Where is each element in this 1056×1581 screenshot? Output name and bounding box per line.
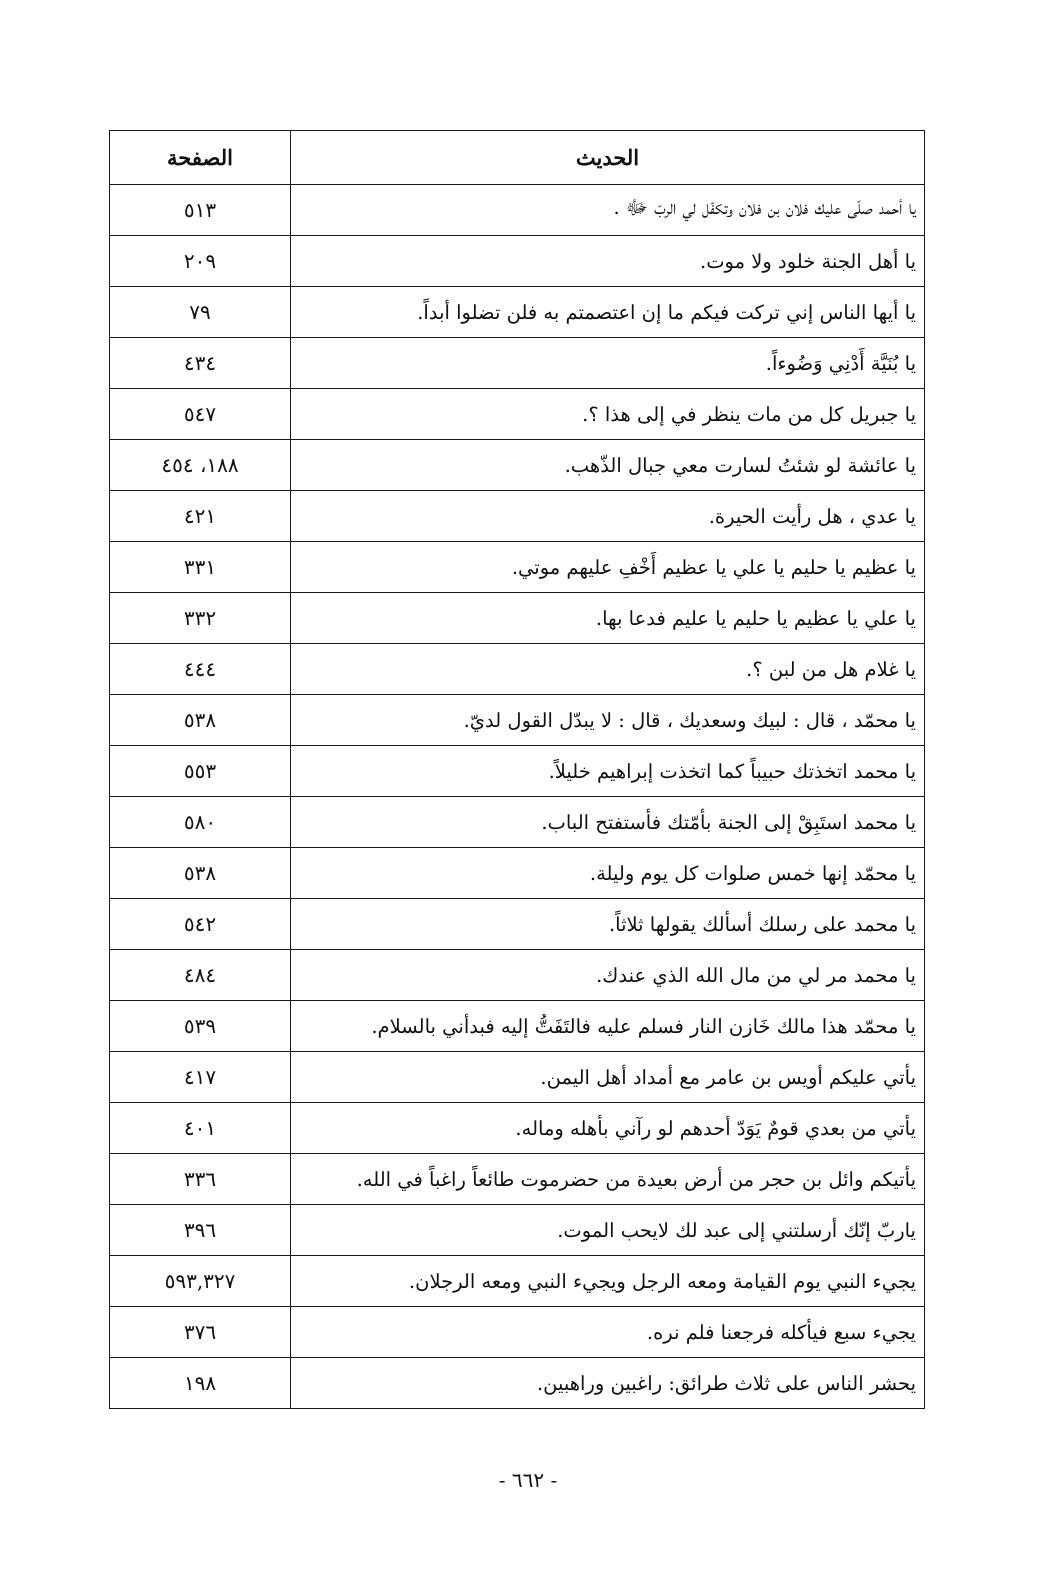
page-reference: ٤٨٤ [110, 950, 291, 1001]
table-row [110, 440, 925, 491]
page-reference: ٥٣٨ [110, 695, 291, 746]
page-reference: ١٨٨، ٤٥٤ [110, 440, 291, 491]
hadith-text: يا محمد اتخذتك حبيباً كما اتخذت إبراهيم خليلاً. [291, 746, 925, 797]
hadith-text: يأتي من بعدي قومٌ يَوَدّ أحدهم لو رآني بأهله وماله. [291, 1103, 925, 1154]
page-number: - ٦٦٢ - [498, 1468, 558, 1492]
hadith-index-table [109, 130, 925, 1409]
table-row [110, 746, 925, 797]
table-row [110, 950, 925, 1001]
table-row [110, 1103, 925, 1154]
page-reference: ٢٠٩ [110, 236, 291, 287]
hadith-text: يا أيها الناس إني تركت فيكم ما إن اعتصمتم به فلن تضلوا أبداً. [291, 287, 925, 338]
table-row [110, 1205, 925, 1256]
hadith-text: يا محمد استَبِقْ إلى الجنة بأمّتك فأستفتح الباب. [291, 797, 925, 848]
hadith-text: يا عدي ، هل رأيت الحيرة. [291, 491, 925, 542]
hadith-text: ياربّ إنّك أرسلتني إلى عبد لك لايحب الموت. [291, 1205, 925, 1256]
page-reference: ٣٧٦ [110, 1307, 291, 1358]
page-reference: ٣٩٦ [110, 1205, 291, 1256]
page-reference: ٤٣٤ [110, 338, 291, 389]
page-reference: ٥٤٢ [110, 899, 291, 950]
page-reference: ٥٨٠ [110, 797, 291, 848]
hadith-text: يا محمد مر لي من مال الله الذي عندك. [291, 950, 925, 1001]
hadith-text: يا عائشة لو شئتُ لسارت معي جبال الذّهب. [291, 440, 925, 491]
hadith-text: يجيء سبع فيأكله فرجعنا فلم نره. [291, 1307, 925, 1358]
table-row [110, 338, 925, 389]
hadith-text: يا غلام هل من لبن ؟. [291, 644, 925, 695]
hadith-text: يا علي يا عظيم يا حليم يا عليم فدعا بها. [291, 593, 925, 644]
page-reference: ١٩٨ [110, 1358, 291, 1409]
hadith-text: يا جبريل كل من مات ينظر في إلى هذا ؟. [291, 389, 925, 440]
page-reference: ٤٢١ [110, 491, 291, 542]
table-row [110, 491, 925, 542]
table-row [110, 644, 925, 695]
table-row [110, 1052, 925, 1103]
hadith-text: يحشر الناس على ثلاث طرائق: راغبين وراهبين. [291, 1358, 925, 1409]
hadith-text: يا أهل الجنة خلود ولا موت. [291, 236, 925, 287]
hadith-text: يا عظيم يا حليم يا علي يا عظيم أَخْفِ عليهم موتي. [291, 542, 925, 593]
column-header-page: الصفحة [110, 131, 291, 185]
column-header-hadith: الحديث [291, 131, 925, 185]
table-row [110, 185, 925, 236]
page-reference: ٥٣٩ [110, 1001, 291, 1052]
page-reference: ٥٥٣ [110, 746, 291, 797]
table-body [110, 185, 925, 1409]
hadith-text: يا محمّد هذا مالك خَازن النار فسلم عليه فالتَفَتُّ إليه فبدأني بالسلام. [291, 1001, 925, 1052]
hadith-text: يجيء النبي يوم القيامة ومعه الرجل ويجيء النبي ومعه الرجلان. [291, 1256, 925, 1307]
hadith-text: يا محمّد إنها خمس صلوات كل يوم وليلة. [291, 848, 925, 899]
table-row [110, 287, 925, 338]
hadith-text: يا محمد على رسلك أسألك يقولها ثلاثاً. [291, 899, 925, 950]
table-row [110, 1256, 925, 1307]
table-row [110, 899, 925, 950]
hadith-text: يا أحمد صلّى عليك فلان بن فلان وتكفّل لي الربّ ﷻ . [291, 185, 925, 236]
table-row [110, 848, 925, 899]
table-row [110, 593, 925, 644]
page-reference: ٧٩ [110, 287, 291, 338]
page-reference: ٣٣٦ [110, 1154, 291, 1205]
table-row [110, 1358, 925, 1409]
page-reference: ٣٣١ [110, 542, 291, 593]
table-row [110, 389, 925, 440]
page-reference: ٥١٣ [110, 185, 291, 236]
table-header-row [110, 131, 925, 185]
hadith-text: يا بُنَيَّة أَدْنِي وَضُوءاً. [291, 338, 925, 389]
hadith-text: يأتيكم وائل بن حجر من أرض بعيدة من حضرموت طائعاً راغباً في الله. [291, 1154, 925, 1205]
table-row [110, 236, 925, 287]
table-row [110, 695, 925, 746]
table-row [110, 542, 925, 593]
table-row [110, 1154, 925, 1205]
table-row [110, 797, 925, 848]
page-reference: ٥٤٧ [110, 389, 291, 440]
page-reference: ٣٣٢ [110, 593, 291, 644]
page-reference: ٤٤٤ [110, 644, 291, 695]
hadith-text: يا محمّد ، قال : لبيك وسعديك ، قال : لا يبدّل القول لديّ. [291, 695, 925, 746]
page-reference: ٥٣٨ [110, 848, 291, 899]
page-reference: ٤١٧ [110, 1052, 291, 1103]
table-row [110, 1307, 925, 1358]
page-reference: ٤٠١ [110, 1103, 291, 1154]
hadith-text: يأتي عليكم أويس بن عامر مع أمداد أهل اليمن. [291, 1052, 925, 1103]
table-row [110, 1001, 925, 1052]
page-reference: ٥٩٣,٣٢٧ [110, 1256, 291, 1307]
